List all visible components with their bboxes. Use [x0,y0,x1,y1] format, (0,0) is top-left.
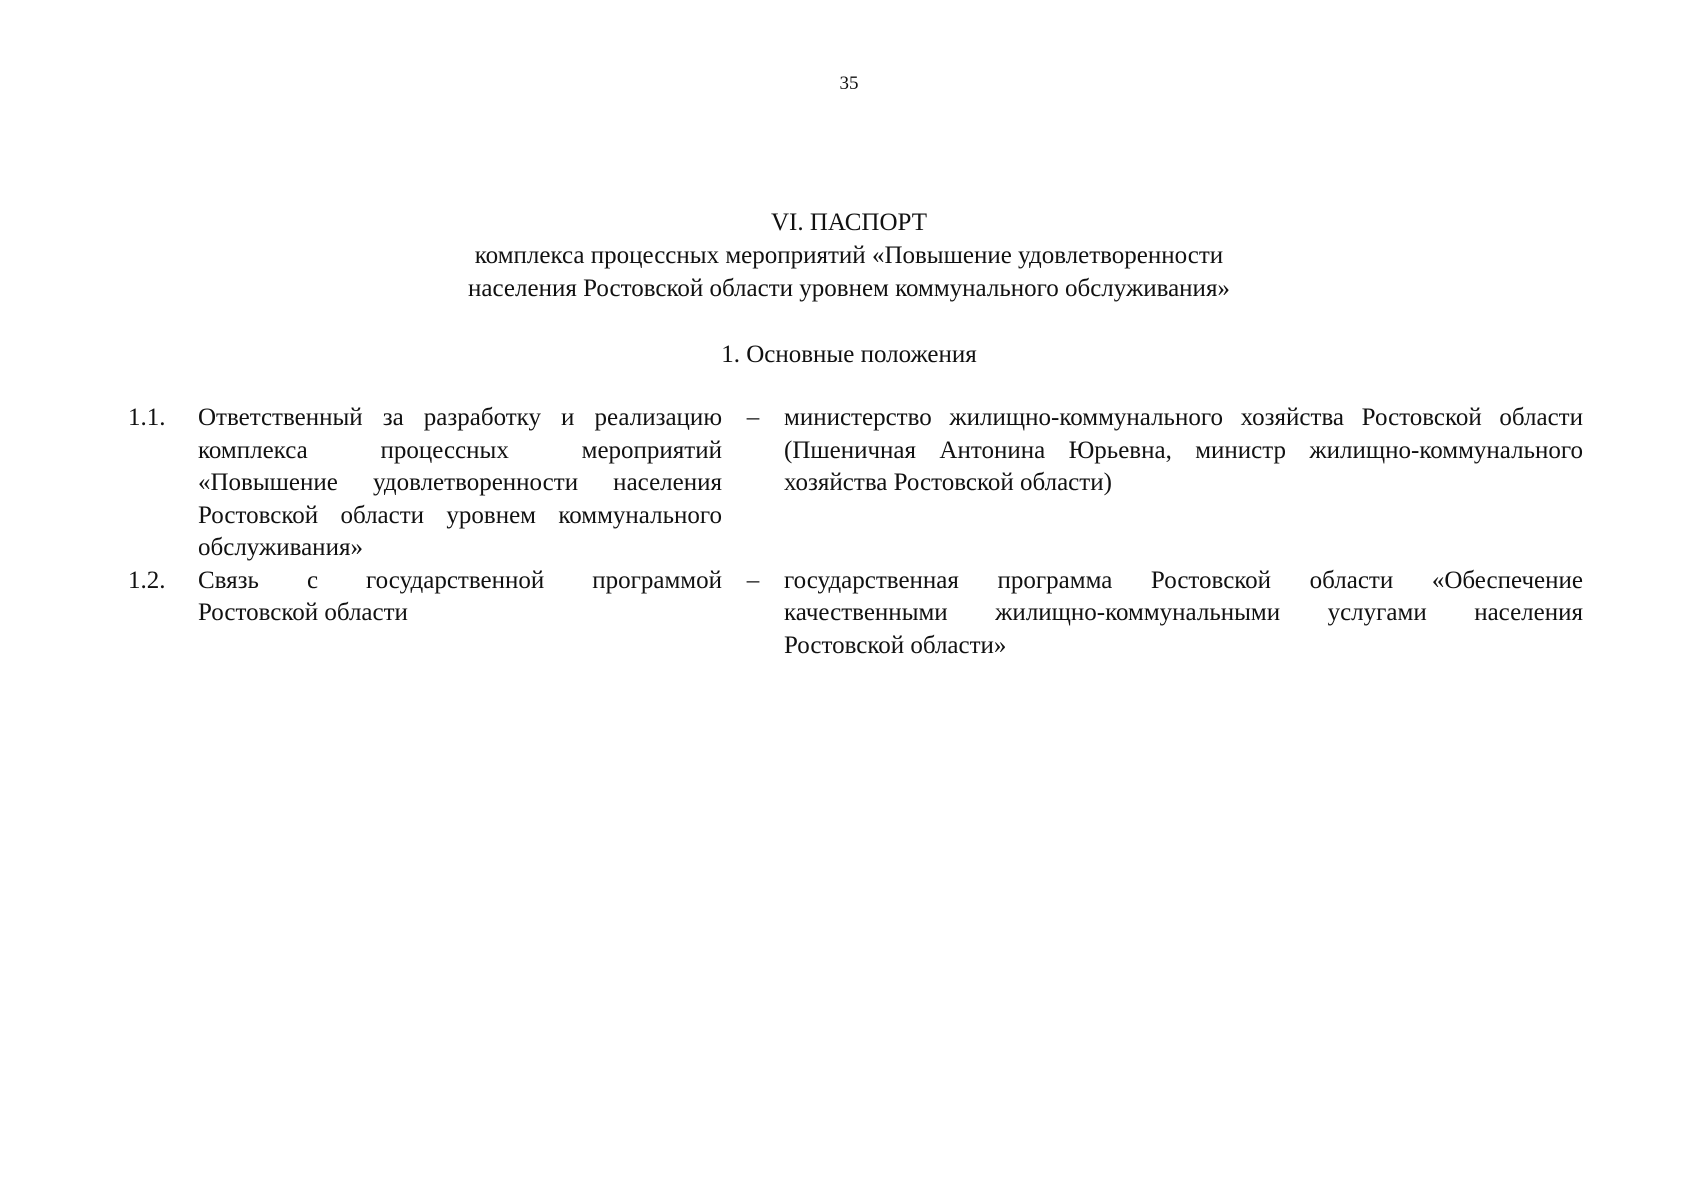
section-title: 1. Основные положения [721,341,977,368]
provision-value: государственная программа Ростовской области «Обеспечение качественными жилищно-коммунальными услугами населения Ростовской области» [784,566,1583,659]
provision-label: Связь с государственной программой Ростовской области [198,566,722,626]
passport-heading [0,206,1698,305]
provision-dash: – [746,566,760,594]
heading-title: VI. ПАСПОРТ [770,209,927,236]
provision-row [128,402,1583,565]
provision-dash: – [746,404,760,431]
provision-label: Ответственный за разработку и реализацию комплекса процессных мероприятий «Повышение удовлетворенности населения Ростовской области уровнем коммунального обслуживания» [198,404,722,561]
provision-value: министерство жилищно-коммунального хозяйства Ростовской области (Пшеничная Антонина Юрьевна, министр жилищно-коммунального хозяйства Ростовской области) [784,404,1583,496]
provision-number: 1.2. [128,566,166,594]
heading-subtitle-line-1: комплекса процессных мероприятий «Повышение удовлетворенности [474,242,1224,269]
provision-row [128,565,1583,663]
provisions-list [128,402,1583,662]
heading-subtitle-line-2: населения Ростовской области уровнем коммунального обслуживания» [468,275,1230,302]
provision-number: 1.1. [128,404,166,431]
page-number: 35 [839,73,859,94]
